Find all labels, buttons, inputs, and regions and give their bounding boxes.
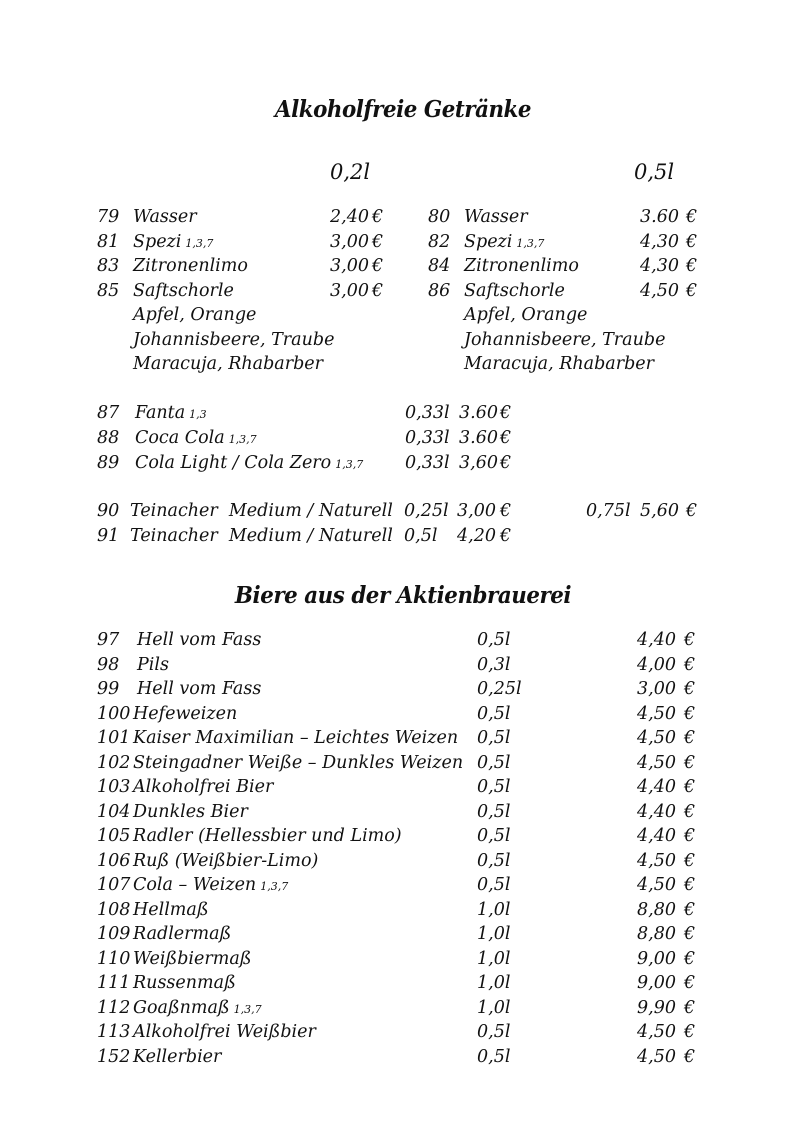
currency-symbol: € — [684, 752, 696, 773]
item-name-row — [133, 752, 464, 773]
item-name-row — [137, 654, 169, 675]
item-name-row — [133, 948, 252, 969]
item-price: 9,90 — [637, 997, 676, 1018]
item-price: 4,50 — [637, 1046, 676, 1067]
currency-symbol: € — [684, 679, 696, 699]
item-size: 1,0l — [477, 899, 511, 920]
item-name-row — [133, 258, 248, 276]
currency-symbol: € — [684, 1046, 696, 1067]
allergen-codes: 1,3,7 — [335, 458, 364, 471]
item-name: Hell vom Fass — [137, 630, 262, 650]
item-name-row — [137, 681, 261, 699]
item-name: Hellmaß — [133, 899, 209, 920]
currency-symbol: € — [684, 801, 696, 822]
item-price: 3,00 — [457, 501, 496, 521]
item-name-row — [133, 975, 236, 993]
item-name-row — [133, 997, 262, 1018]
item-name: Coca Cola — [135, 428, 225, 448]
item-name-row — [137, 632, 261, 650]
item-number: 89 — [97, 453, 120, 473]
item-number: 107 — [97, 875, 131, 895]
item-size: 1,0l — [477, 973, 511, 993]
currency-symbol: € — [372, 232, 384, 252]
item-number: 108 — [97, 899, 131, 920]
item-name-row — [133, 1024, 316, 1042]
currency-symbol: € — [684, 630, 696, 650]
item-price: 4,40 — [637, 826, 676, 846]
item-price: 4,30 — [640, 256, 679, 276]
currency-symbol: € — [372, 207, 384, 227]
currency-symbol: € — [684, 899, 696, 920]
currency-symbol: € — [684, 1022, 696, 1042]
item-size: 1,0l — [477, 924, 511, 944]
currency-symbol: € — [684, 728, 696, 748]
item-price: 8,80 — [637, 899, 676, 920]
item-price: 8,80 — [637, 924, 676, 944]
item-number: 81 — [97, 232, 120, 252]
item-name: Zitronenlimo — [464, 256, 579, 276]
item-price: 4,50 — [637, 728, 676, 748]
item-name-row — [133, 730, 458, 748]
item-size: 0,5l — [477, 1022, 511, 1042]
currency-symbol: € — [684, 777, 696, 797]
flavor-line: Johannisbeere, Traube — [133, 330, 335, 350]
item-number: 101 — [97, 728, 131, 748]
item-number: 103 — [97, 777, 131, 797]
currency-symbol: € — [686, 207, 698, 227]
item-price: 3,60 — [459, 453, 498, 473]
item-number: 152 — [97, 1046, 131, 1067]
item-size: 0,5l — [477, 875, 511, 895]
section-title-beers: Biere aus der Aktienbrauerei — [234, 582, 572, 609]
item-size: 0,5l — [477, 703, 511, 724]
allergen-codes: 1,3,7 — [185, 237, 214, 250]
item-size: 0,25l — [477, 679, 522, 699]
item-name: Russenmaß — [133, 973, 236, 993]
item-size: 0,5l — [477, 630, 511, 650]
currency-symbol: € — [684, 997, 696, 1018]
item-size: 1,0l — [477, 948, 511, 969]
item-price: 4,50 — [640, 281, 679, 301]
currency-symbol: € — [684, 850, 696, 871]
item-name-row — [133, 828, 402, 846]
item-number: 87 — [97, 403, 120, 423]
item-size: 0,5l — [477, 826, 511, 846]
item-price: 4,30 — [640, 232, 679, 252]
item-name-row — [135, 405, 207, 423]
item-number: 109 — [97, 924, 131, 944]
item-name: Wasser — [464, 207, 528, 227]
item-number: 82 — [428, 232, 451, 252]
item-price: 3.60 — [459, 403, 498, 423]
item-number: 98 — [97, 654, 120, 675]
item-size: 0,3l — [477, 654, 511, 675]
item-number: 85 — [97, 281, 120, 301]
item-price: 9,00 — [637, 973, 676, 993]
item-name: Teinacher Medium / Naturell — [130, 501, 393, 521]
item-name: Cola – Weizen — [133, 875, 257, 895]
item-name: Hefeweizen — [133, 703, 238, 724]
item-name: Goaßnmaß — [133, 997, 230, 1018]
item-size: 0,25l — [404, 501, 449, 521]
item-name: Cola Light / Cola Zero — [135, 453, 332, 473]
item-number: 79 — [97, 207, 120, 227]
flavor-line: Johannisbeere, Traube — [464, 330, 666, 350]
item-price: 4,50 — [637, 703, 676, 724]
item-number: 110 — [97, 948, 131, 969]
size-header-small: 0,2l — [330, 160, 371, 184]
item-number: 83 — [97, 256, 120, 276]
allergen-codes: 1,3 — [189, 408, 207, 421]
currency-symbol: € — [500, 526, 512, 546]
currency-symbol: € — [684, 654, 696, 675]
item-price: 3,00 — [637, 679, 676, 699]
item-price-large: 5,60 — [640, 501, 679, 521]
currency-symbol: € — [686, 281, 698, 301]
currency-symbol: € — [684, 826, 696, 846]
item-name-row — [464, 258, 579, 276]
item-number: 111 — [97, 973, 131, 993]
currency-symbol: € — [684, 703, 696, 724]
currency-symbol: € — [684, 924, 696, 944]
item-name: Saftschorle — [133, 281, 234, 301]
allergen-codes: 1,3,7 — [228, 433, 257, 446]
currency-symbol: € — [372, 281, 384, 301]
size-header-large: 0,5l — [634, 160, 675, 184]
item-name: Saftschorle — [464, 281, 565, 301]
item-name: Ruß (Weißbier-Limo) — [133, 850, 319, 871]
item-name-row — [464, 209, 528, 227]
item-name: Weißbiermaß — [133, 948, 252, 969]
item-name: Kellerbier — [133, 1046, 222, 1067]
item-price: 3.60 — [640, 207, 679, 227]
allergen-codes: 1,3,7 — [260, 880, 289, 893]
item-price: 2,40 — [330, 207, 369, 227]
section-title-softdrinks: Alkoholfreie Getränke — [274, 96, 532, 123]
item-name: Hell vom Fass — [137, 679, 262, 699]
currency-symbol: € — [686, 256, 698, 276]
item-price: 3,00 — [330, 281, 369, 301]
item-price: 4,50 — [637, 850, 676, 871]
item-number: 99 — [97, 679, 120, 699]
item-price: 4,50 — [637, 752, 676, 773]
item-name: Radlermaß — [133, 924, 232, 944]
item-price: 4,00 — [637, 654, 676, 675]
item-name-row — [133, 209, 197, 227]
item-name: Teinacher Medium / Naturell — [130, 526, 393, 546]
item-price: 9,00 — [637, 948, 676, 969]
item-number: 112 — [97, 997, 131, 1018]
item-size: 0,5l — [477, 801, 511, 822]
item-name-row — [133, 801, 248, 822]
item-size: 0,33l — [405, 453, 450, 473]
currency-symbol: € — [500, 428, 512, 448]
item-number: 104 — [97, 801, 131, 822]
currency-symbol: € — [684, 973, 696, 993]
item-price: 4,20 — [457, 526, 496, 546]
item-size: 1,0l — [477, 997, 511, 1018]
item-size: 0,33l — [405, 403, 450, 423]
item-name: Steingadner Weiße – Dunkles Weizen — [133, 752, 464, 773]
currency-symbol: € — [500, 403, 512, 423]
item-size: 0,5l — [477, 777, 511, 797]
currency-symbol: € — [372, 256, 384, 276]
currency-symbol: € — [686, 501, 698, 521]
item-price: 4,40 — [637, 777, 676, 797]
item-price: 4,40 — [637, 801, 676, 822]
item-name-row — [133, 926, 231, 944]
item-size: 0,5l — [404, 526, 438, 546]
item-size-large: 0,75l — [586, 501, 631, 521]
item-number: 106 — [97, 850, 131, 871]
currency-symbol: € — [684, 948, 696, 969]
item-name: Spezi — [133, 232, 182, 252]
item-number: 97 — [97, 630, 120, 650]
flavor-line: Maracuja, Rhabarber — [464, 354, 655, 374]
item-number: 113 — [97, 1022, 131, 1042]
item-name: Dunkles Bier — [133, 801, 248, 822]
item-number: 84 — [428, 256, 451, 276]
item-name: Alkoholfrei Weißbier — [133, 1022, 316, 1042]
item-size: 0,5l — [477, 752, 511, 773]
item-name-row — [133, 1046, 222, 1067]
currency-symbol: € — [686, 232, 698, 252]
item-number: 105 — [97, 826, 131, 846]
allergen-codes: 1,3,7 — [516, 237, 545, 250]
item-name-row — [135, 430, 257, 448]
item-number: 80 — [428, 207, 451, 227]
item-number: 90 — [97, 501, 120, 521]
item-name-row — [464, 283, 565, 301]
allergen-codes: 1,3,7 — [233, 1002, 262, 1016]
item-name-row — [133, 850, 319, 871]
item-name: Alkoholfrei Bier — [133, 777, 274, 797]
item-price: 4,50 — [637, 1022, 676, 1042]
item-name-row — [133, 234, 213, 252]
item-price: 4,50 — [637, 875, 676, 895]
currency-symbol: € — [500, 501, 512, 521]
flavor-line: Apfel, Orange — [464, 305, 588, 325]
item-name-row — [133, 703, 238, 724]
item-name: Pils — [137, 654, 169, 675]
item-size: 0,33l — [405, 428, 450, 448]
item-name-row — [133, 283, 234, 301]
item-name-row — [135, 455, 363, 473]
item-price: 3.60 — [459, 428, 498, 448]
item-size: 0,5l — [477, 850, 511, 871]
item-name: Kaiser Maximilian – Leichtes Weizen — [133, 728, 459, 748]
item-number: 86 — [428, 281, 451, 301]
item-name: Wasser — [133, 207, 197, 227]
item-price: 4,40 — [637, 630, 676, 650]
item-name: Fanta — [135, 403, 186, 423]
item-name-row — [133, 779, 273, 797]
item-price: 3,00 — [330, 232, 369, 252]
item-size: 0,5l — [477, 1046, 511, 1067]
item-number: 91 — [97, 526, 120, 546]
item-name: Radler (Hellessbier und Limo) — [133, 826, 402, 846]
item-size: 0,5l — [477, 728, 511, 748]
item-name: Zitronenlimo — [133, 256, 248, 276]
item-name: Spezi — [464, 232, 513, 252]
item-number: 100 — [97, 703, 131, 724]
item-name-row — [133, 877, 288, 895]
item-name-row — [464, 234, 544, 252]
item-price: 3,00 — [330, 256, 369, 276]
item-name-row — [133, 899, 209, 920]
flavor-line: Maracuja, Rhabarber — [133, 354, 324, 374]
currency-symbol: € — [500, 453, 512, 473]
item-number: 88 — [97, 428, 120, 448]
item-number: 102 — [97, 752, 131, 773]
currency-symbol: € — [684, 875, 696, 895]
flavor-line: Apfel, Orange — [133, 305, 257, 325]
